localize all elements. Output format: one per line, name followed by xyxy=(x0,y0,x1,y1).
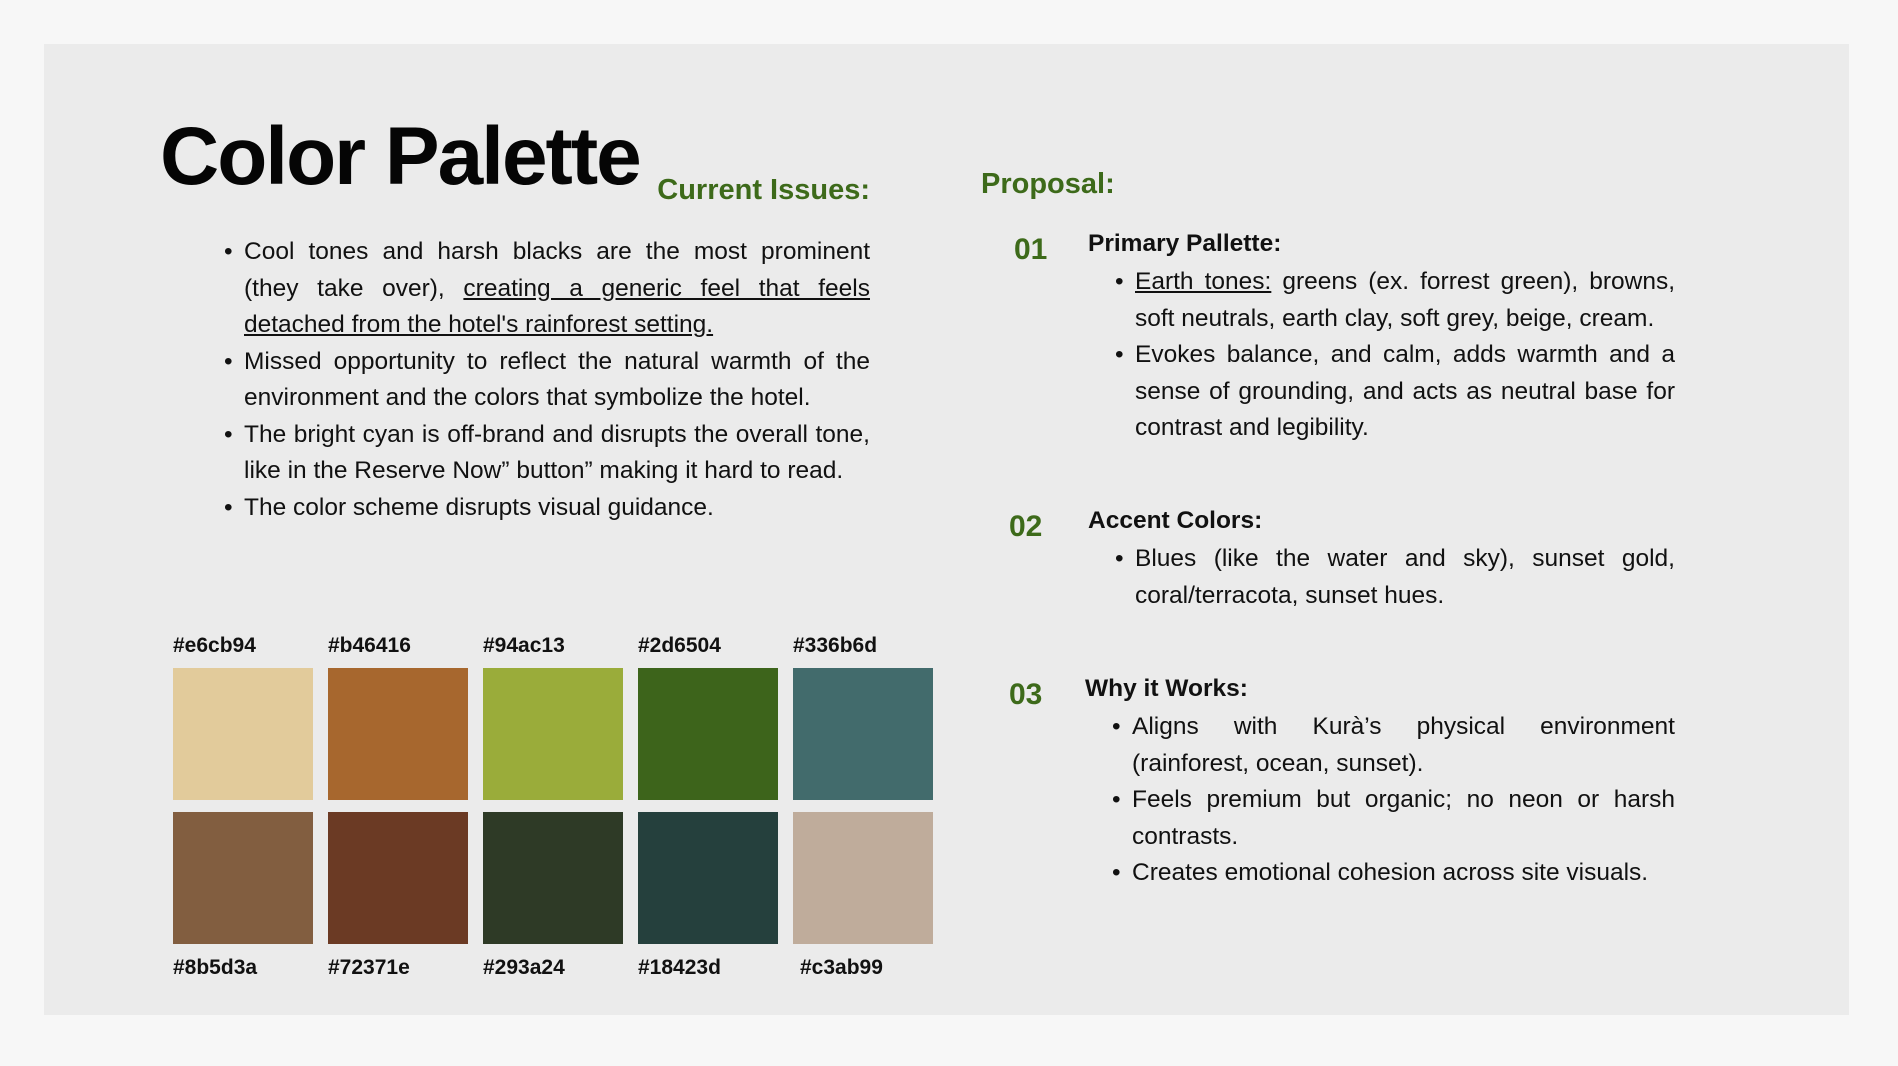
swatch-hex-label: #e6cb94 xyxy=(173,634,256,657)
list-item xyxy=(1115,541,1675,614)
color-swatch xyxy=(328,812,468,944)
issue-text: Missed opportunity to reflect the natural warmth of the environment and the colors that symbolize the hotel. xyxy=(244,347,870,411)
swatch-hex-label: #336b6d xyxy=(793,634,878,657)
issue-item xyxy=(224,490,870,527)
list-item xyxy=(1115,264,1675,337)
slide xyxy=(44,44,1849,1015)
color-swatch xyxy=(328,668,468,800)
current-issues-list xyxy=(224,234,870,526)
color-swatch-grid xyxy=(173,634,953,994)
section-list xyxy=(1115,541,1675,614)
swatch-hex-label: #72371e xyxy=(328,956,410,979)
issue-text: The bright cyan is off-brand and disrupts the overall tone, like in the Reserve Now” button” making it hard to read. xyxy=(244,420,870,484)
swatch-hex-label: #b46416 xyxy=(328,634,411,657)
section-title: Accent Colors: xyxy=(1088,507,1263,534)
color-swatch xyxy=(173,668,313,800)
swatch-hex-label: #8b5d3a xyxy=(173,956,258,979)
color-swatch xyxy=(483,812,623,944)
section-number: 03 xyxy=(1009,678,1043,711)
color-swatch xyxy=(793,668,933,800)
color-swatch xyxy=(483,668,623,800)
issue-underlined-text: creating a generic feel that feels detached from the hotel's rainforest setting. xyxy=(244,274,870,338)
list-item xyxy=(1112,782,1675,855)
issue-item xyxy=(224,234,870,344)
swatch-hex-label: #94ac13 xyxy=(483,634,565,657)
issue-text: The color scheme disrupts visual guidance. xyxy=(244,493,714,521)
underlined-text: Earth tones: xyxy=(1135,268,1272,295)
item-text: Feels premium but organic; no neon or harsh contrasts. xyxy=(1132,786,1675,850)
section-list xyxy=(1115,264,1675,447)
swatch-hex-label: #c3ab99 xyxy=(800,956,883,979)
item-text: greens (ex. forrest green), browns, soft neutrals, earth clay, soft grey, beige, cream. xyxy=(1135,268,1676,332)
swatch-hex-label: #18423d xyxy=(638,956,721,979)
section-number: 01 xyxy=(1014,233,1048,266)
item-text: Evokes balance, and calm, adds warmth and a sense of grounding, and acts as neutral base for contrast and legibility. xyxy=(1135,341,1675,441)
section-title: Why it Works: xyxy=(1085,675,1248,702)
current-issues-heading: Current Issues: xyxy=(657,174,870,206)
color-swatch xyxy=(173,812,313,944)
issue-item xyxy=(224,344,870,417)
list-item xyxy=(1112,855,1675,892)
section-list xyxy=(1112,709,1675,892)
color-swatch xyxy=(638,668,778,800)
page-title: Color Palette xyxy=(160,111,640,202)
color-swatch xyxy=(638,812,778,944)
issue-text: Cool tones and harsh blacks are the most prominent (they take over), xyxy=(244,238,870,302)
color-swatch xyxy=(793,812,933,944)
list-item xyxy=(1112,709,1675,782)
item-text: Blues (like the water and sky), sunset gold, coral/terracota, sunset hues. xyxy=(1135,545,1675,609)
section-title: Primary Pallette: xyxy=(1088,230,1282,257)
proposal-heading: Proposal: xyxy=(981,168,1115,200)
section-number: 02 xyxy=(1009,510,1043,543)
issue-item xyxy=(224,417,870,490)
swatch-hex-label: #2d6504 xyxy=(638,634,721,657)
swatch-hex-label: #293a24 xyxy=(483,956,565,979)
item-text: Aligns with Kurà’s physical environment (rainforest, ocean, sunset). xyxy=(1132,713,1675,777)
item-text: Creates emotional cohesion across site visuals. xyxy=(1132,859,1649,886)
list-item xyxy=(1115,337,1675,447)
